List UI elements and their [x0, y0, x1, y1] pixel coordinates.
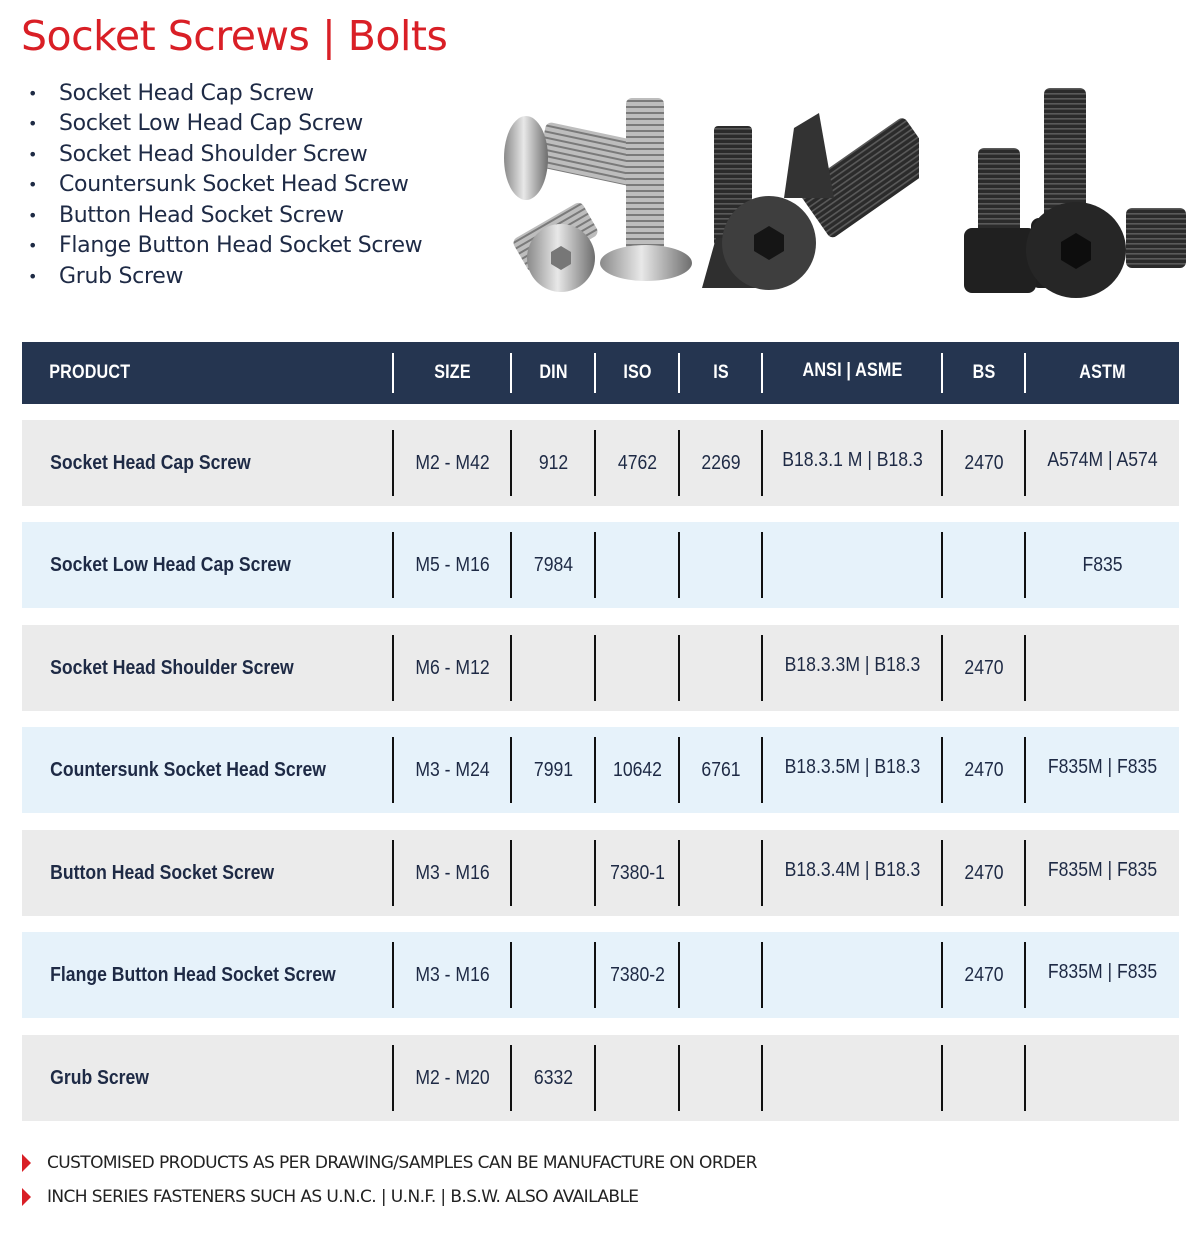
bullet-icon: • — [28, 205, 38, 225]
column-divider — [761, 532, 763, 598]
cell-size: M6 - M12 — [415, 656, 490, 679]
cell-din: 6332 — [533, 1066, 574, 1089]
product-list-item — [28, 139, 422, 170]
column-divider — [594, 737, 596, 803]
cell-is — [685, 1035, 757, 1121]
cell-astm: F835M | F835 — [1047, 960, 1158, 983]
cell-is — [685, 932, 757, 1018]
header-ansi-asme: ANSI | ASME — [802, 360, 903, 381]
column-divider — [1024, 840, 1026, 906]
column-divider — [761, 737, 763, 803]
cell-product: Button Head Socket Screw — [50, 861, 275, 884]
cell-bs: 2470 — [964, 451, 1004, 474]
bullet-icon: • — [28, 144, 38, 164]
cell-bs — [948, 522, 1020, 608]
cell-size: M3 - M16 — [415, 861, 490, 884]
column-divider — [761, 635, 763, 701]
column-divider — [392, 1045, 394, 1111]
column-divider — [510, 840, 512, 906]
column-divider — [761, 942, 763, 1008]
bullet-icon: • — [28, 266, 38, 286]
bullet-icon: • — [28, 175, 38, 195]
column-divider — [678, 1045, 680, 1111]
column-divider — [678, 430, 680, 496]
footnotes — [22, 1146, 757, 1214]
table-row — [22, 727, 1179, 813]
column-divider — [594, 635, 596, 701]
cell-ansi-asme: B18.3.3M | B18.3 — [784, 653, 921, 676]
product-list — [28, 78, 422, 292]
cell-din — [517, 625, 590, 711]
cell-astm: F835 — [1082, 553, 1123, 576]
product-list-item — [28, 200, 422, 231]
cell-product: Countersunk Socket Head Screw — [50, 758, 326, 781]
cell-size: M5 - M16 — [415, 553, 490, 576]
column-divider — [510, 430, 512, 496]
header-bs: BS — [972, 362, 996, 383]
product-list-item — [28, 261, 422, 292]
column-divider — [761, 353, 763, 393]
column-divider — [594, 430, 596, 496]
cell-iso: 4762 — [617, 451, 658, 474]
column-divider — [392, 532, 394, 598]
cell-din — [517, 830, 590, 916]
column-divider — [392, 430, 394, 496]
column-divider — [1024, 737, 1026, 803]
table-row — [22, 1035, 1179, 1121]
column-divider — [510, 1045, 512, 1111]
cell-ansi-asme: B18.3.1 M | B18.3 — [782, 448, 923, 471]
product-list-item — [28, 109, 422, 140]
column-divider — [1024, 635, 1026, 701]
column-divider — [594, 942, 596, 1008]
header-product: PRODUCT — [49, 362, 131, 383]
cell-din: 7991 — [533, 758, 574, 781]
column-divider — [510, 942, 512, 1008]
column-divider — [510, 737, 512, 803]
product-list-label: Grub Screw — [59, 263, 184, 289]
table-row — [22, 420, 1179, 506]
footnote-item — [22, 1146, 757, 1180]
black-countersunk-screws-photo — [694, 88, 919, 298]
column-divider — [678, 532, 680, 598]
column-divider — [392, 635, 394, 701]
column-divider — [941, 737, 943, 803]
column-divider — [392, 353, 394, 393]
bullet-icon: • — [28, 83, 38, 103]
cell-din: 7984 — [533, 553, 574, 576]
black-socket-cap-screws-photo — [926, 88, 1200, 298]
table-header — [22, 342, 1179, 404]
cell-product: Socket Low Head Cap Screw — [50, 553, 291, 576]
cell-is: 2269 — [701, 451, 741, 474]
table-row — [22, 522, 1179, 608]
red-arrow-icon — [22, 1154, 31, 1172]
header-size: SIZE — [434, 362, 471, 383]
column-divider — [1024, 532, 1026, 598]
column-divider — [594, 840, 596, 906]
cell-is — [685, 830, 757, 916]
cell-size: M2 - M42 — [415, 451, 490, 474]
column-divider — [510, 353, 512, 393]
cell-ansi-asme — [774, 1035, 932, 1121]
cell-iso — [601, 1035, 674, 1121]
red-arrow-icon — [22, 1188, 31, 1206]
cell-bs: 2470 — [964, 963, 1004, 986]
column-divider — [1024, 942, 1026, 1008]
specifications-table — [22, 342, 1179, 1089]
product-list-item — [28, 231, 422, 262]
column-divider — [678, 635, 680, 701]
cell-iso: 10642 — [613, 758, 662, 781]
cell-bs: 2470 — [964, 656, 1004, 679]
cell-bs: 2470 — [964, 861, 1004, 884]
cell-size: M2 - M20 — [415, 1066, 490, 1089]
column-divider — [678, 942, 680, 1008]
cell-astm: F835M | F835 — [1047, 755, 1158, 778]
column-divider — [510, 532, 512, 598]
cell-astm — [1035, 1035, 1170, 1121]
cell-ansi-asme: B18.3.5M | B18.3 — [784, 755, 921, 778]
column-divider — [594, 1045, 596, 1111]
column-divider — [1024, 353, 1026, 393]
column-divider — [941, 635, 943, 701]
bullet-icon: • — [28, 236, 38, 256]
column-divider — [761, 840, 763, 906]
cell-product: Socket Head Shoulder Screw — [50, 656, 294, 679]
cell-product: Grub Screw — [50, 1066, 149, 1089]
product-list-label: Socket Head Cap Screw — [59, 80, 314, 106]
column-divider — [761, 1045, 763, 1111]
column-divider — [941, 353, 943, 393]
column-divider — [392, 942, 394, 1008]
column-divider — [1024, 430, 1026, 496]
bullet-icon: • — [28, 114, 38, 134]
column-divider — [594, 353, 596, 393]
cell-astm: A574M | A574 — [1047, 448, 1158, 471]
product-list-label: Button Head Socket Screw — [59, 202, 344, 228]
cell-ansi-asme — [774, 522, 932, 608]
column-divider — [392, 737, 394, 803]
header-din: DIN — [539, 362, 568, 383]
header-iso: ISO — [623, 362, 652, 383]
column-divider — [941, 942, 943, 1008]
product-photos — [496, 88, 1200, 298]
cell-din — [517, 932, 590, 1018]
product-list-item — [28, 78, 422, 109]
column-divider — [678, 840, 680, 906]
column-divider — [941, 430, 943, 496]
column-divider — [594, 532, 596, 598]
table-row — [22, 625, 1179, 711]
table-row — [22, 830, 1179, 916]
cell-product: Flange Button Head Socket Screw — [50, 963, 336, 986]
column-divider — [510, 635, 512, 701]
cell-size: M3 - M24 — [415, 758, 490, 781]
column-divider — [761, 430, 763, 496]
cell-iso — [601, 625, 674, 711]
product-list-label: Countersunk Socket Head Screw — [59, 172, 409, 198]
footnote-text: INCH SERIES FASTENERS SUCH AS U.N.C. | U.N.F. | B.S.W. ALSO AVAILABLE — [47, 1187, 639, 1207]
cell-bs — [948, 1035, 1020, 1121]
cell-product: Socket Head Cap Screw — [50, 451, 251, 474]
cell-ansi-asme: B18.3.4M | B18.3 — [784, 858, 921, 881]
stainless-button-head-screws-photo — [496, 88, 696, 298]
column-divider — [1024, 1045, 1026, 1111]
cell-is — [685, 625, 757, 711]
header-is: IS — [713, 362, 729, 383]
header-astm: ASTM — [1079, 362, 1126, 383]
product-list-label: Socket Low Head Cap Screw — [59, 111, 363, 137]
cell-astm — [1035, 625, 1170, 711]
cell-is: 6761 — [701, 758, 741, 781]
cell-ansi-asme — [774, 932, 932, 1018]
cell-is — [685, 522, 757, 608]
column-divider — [678, 353, 680, 393]
column-divider — [941, 840, 943, 906]
column-divider — [941, 1045, 943, 1111]
cell-iso — [601, 522, 674, 608]
cell-din: 912 — [538, 451, 569, 474]
column-divider — [678, 737, 680, 803]
product-list-label: Socket Head Shoulder Screw — [59, 141, 368, 167]
cell-iso: 7380-1 — [610, 861, 665, 884]
product-list-item — [28, 170, 422, 201]
cell-iso: 7380-2 — [610, 963, 665, 986]
product-list-label: Flange Button Head Socket Screw — [59, 233, 423, 259]
footnote-item — [22, 1180, 757, 1214]
cell-size: M3 - M16 — [415, 963, 490, 986]
cell-bs: 2470 — [964, 758, 1004, 781]
page-title: Socket Screws | Bolts — [21, 12, 448, 60]
footnote-text: CUSTOMISED PRODUCTS AS PER DRAWING/SAMPLES CAN BE MANUFACTURE ON ORDER — [47, 1153, 757, 1173]
column-divider — [941, 532, 943, 598]
column-divider — [392, 840, 394, 906]
table-row — [22, 932, 1179, 1018]
cell-astm: F835M | F835 — [1047, 858, 1158, 881]
